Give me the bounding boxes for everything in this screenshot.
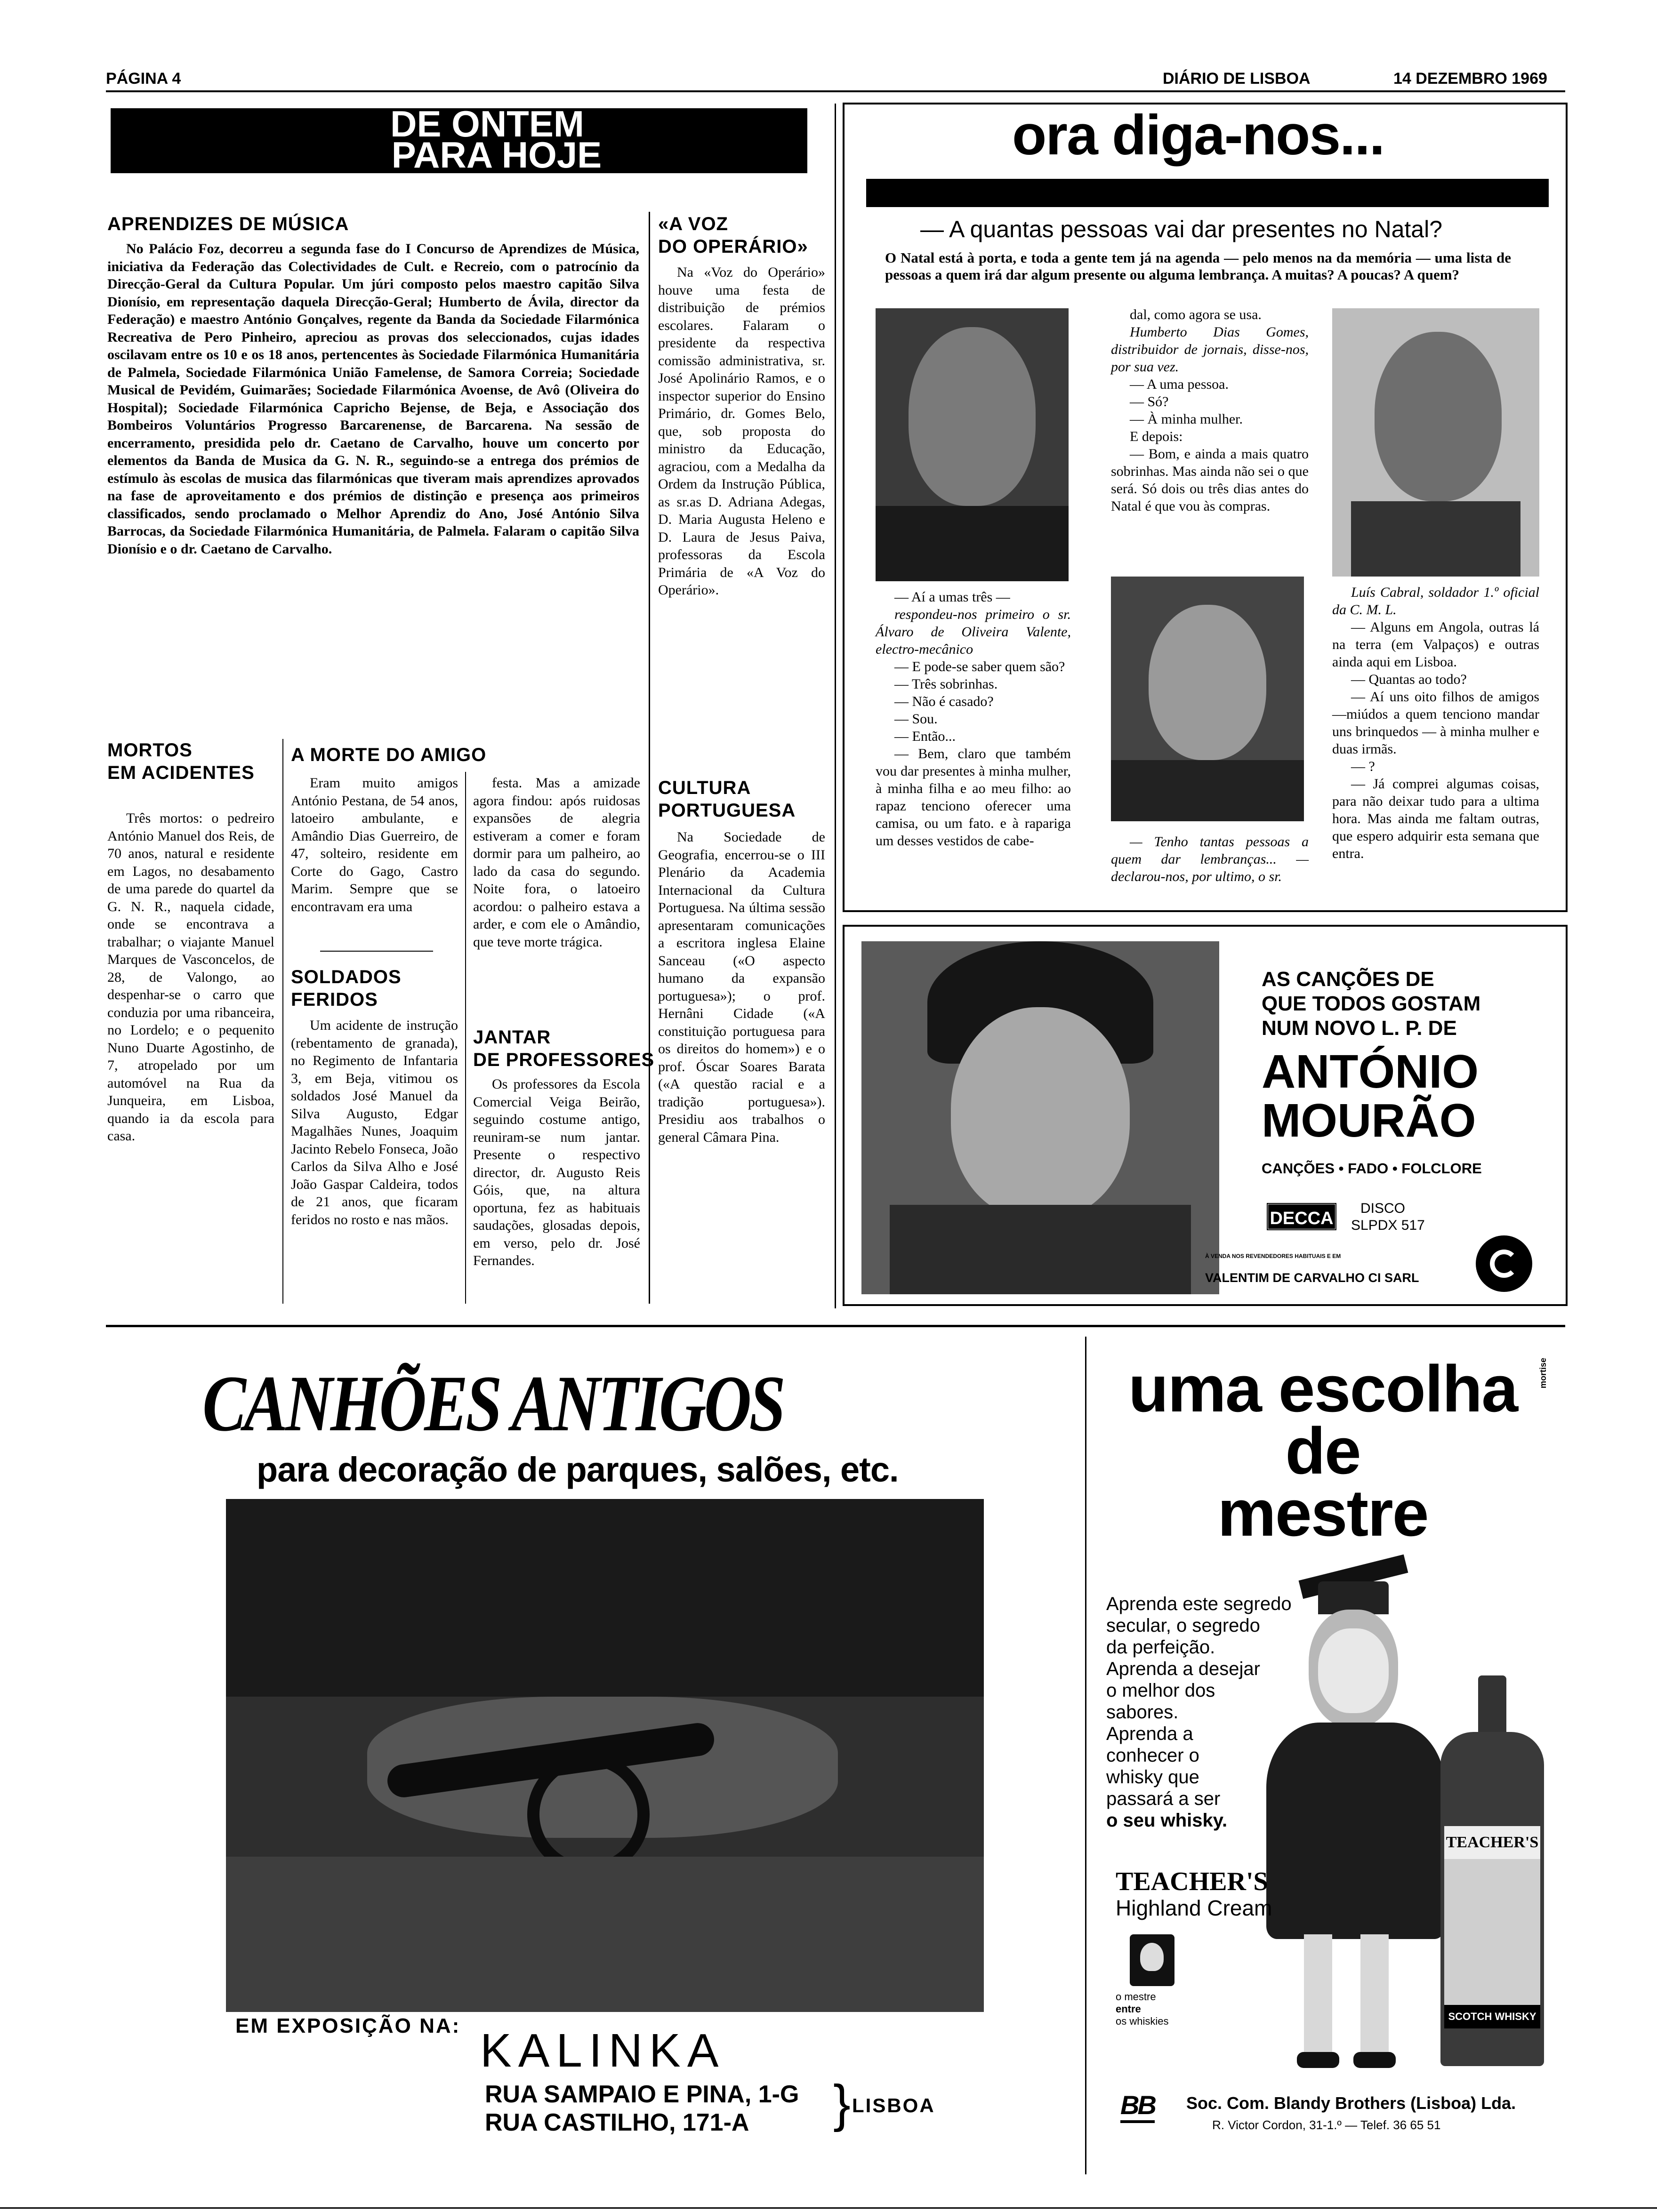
- jantar-title-line1: JANTAR: [473, 1027, 551, 1048]
- photo-alvaro-valente: [876, 308, 1069, 581]
- teachers-seal-icon: [1130, 1934, 1174, 1986]
- ora-c-line: Luís Cabral, soldador 1.º oficial da C. M. L.: [1332, 585, 1539, 617]
- ora-c-line: — Aí uns oito filhos de amigos—miúdos a quem tenciono mandar uns brinquedos — à minha mulher e duas irmãs.: [1332, 689, 1539, 757]
- teachers-seal-text: [1116, 1991, 1168, 2028]
- mourao-name-line: MOURÃO: [1262, 1094, 1476, 1147]
- teachers-copy-line: conhecer o: [1106, 1745, 1199, 1766]
- photo-luis-cabral: [1332, 308, 1539, 577]
- page-number: PÁGINA 4: [106, 70, 181, 88]
- voz-body: Na «Voz do Operário» houve uma festa de distribuição de prémios escolares. Falaram o presidente da respectiva comissão administrativa, sr. José Apolinário Ramos, e o inspector superior do Ensino Primário, dr. Gomes Belo, que, sob proposta do ministro da Educação, agraciou, com a Medalha da Ordem da Instrução Pública, as sr.as D. Adriana Adegas, D. Maria Augusta Heleno e D. Laura de Jesus Paiva, professoras da Escola Primária de «A Voz do Operário».: [658, 264, 825, 598]
- ornament-rule: [320, 951, 433, 952]
- seal-line: o mestre: [1116, 1991, 1156, 2003]
- section-banner: [111, 103, 807, 176]
- mourao-tag-line: QUE TODOS GOSTAM: [1262, 992, 1481, 1015]
- ora-b-line: E depois:: [1130, 429, 1183, 444]
- cultura-title-line1: CULTURA: [658, 777, 751, 798]
- kalinka-city: LISBOA: [852, 2094, 935, 2116]
- ora-a-line: — Então...: [894, 729, 956, 744]
- mourao-name-line: ANTÓNIO: [1262, 1045, 1479, 1098]
- canhoes-title: CANHÕES ANTIGOS: [202, 1359, 784, 1448]
- blandy-company: Soc. Com. Blandy Brothers (Lisboa) Lda.: [1186, 2093, 1516, 2113]
- ora-b-line: Humberto Dias Gomes, distribuidor de jornais, disse-nos, por sua vez.: [1111, 324, 1309, 375]
- voz-title-line1: «A VOZ: [658, 214, 728, 234]
- soldados-title: [291, 966, 402, 1011]
- aprendizes-body: No Palácio Foz, decorreu a segunda fase do I Concurso de Aprendizes de Música, iniciativa da Federação das Colectividades de Cult. e Recreio, com o patrocínio da Direcção-Geral da Cultura Popular. Um júri composto pelos maestro capitão Silva Dionísio, em representação daquela Direcção-Geral; Humberto de Ávila, director da Federação) e maestro António Gonçalves, regente da Banda da Sociedade Filarmónica Recreativa de Pero Pinheiro, apreciou as provas dos seleccionados, cujas idades oscilavam entre os 10 e os 18 anos, pertencentes às Sociedade Filarmónica Humanitária de Palmela, Sociedade Filarmónica União Famelense, de Samora Correia; Sociedade Musical de Pevidém, Guimarães; Sociedade Filarmónica Avoense, de Avô (Oliveira do Hospital); Sociedade Filarmónica Capricho Bejense, de Beja, e Associação dos Bombeiros Voluntários Progresso Barcarenense, de Barcarena. Na sessão de encerramento, presidida pelo dr. Caetano de Carvalho, houve um concerto por elementos da Banda de Musica da G. N. R., seguindo-se a entrega dos prémios de estímulo às escolas de musica das filarmónicas que tiveram mais aprendizes aprovados na fase de aproveitamento e dos prémios de distinção e presença aos primeiros classificados, sendo proclamado o Melhor Aprendiz do Ano, José António Silva Barrocas, da Sociedade Filarmónica Humanitária, de Palmela. Falaram o capitão Silva Dionísio e o dr. Caetano de Carvalho.: [107, 241, 639, 557]
- morte-amigo-title: A MORTE DO AMIGO: [291, 745, 487, 765]
- teachers-copy-line: passará a ser: [1106, 1788, 1221, 1809]
- section-divider: [106, 1325, 1565, 1327]
- mortos-title: [107, 739, 255, 784]
- teachers-copy-line: whisky que: [1106, 1767, 1199, 1787]
- seal-line: os whiskies: [1116, 2015, 1169, 2027]
- mortos-body: Três mortos: o pedreiro António Manuel dos Reis, de 70 anos, natural e residente em Lagos, no desabamento de uma parede do quartel da G. N. R., naquela cidade, onde se encontrava a trabalhar; o viajante Manuel Marques de Vasconcelos, de 28, de Valongo, ao despenhar-se o carro que conduzia por uma ribanceira, no Lordelo; e o pequenito Nuno Duarte Agostinho, de 7, atropelado por um automóvel na Rua da Junqueira, em Lisboa, quando ia da escola para casa.: [107, 810, 274, 1144]
- mortos-title-line2: EM ACIDENTES: [107, 762, 255, 783]
- jantar-body: Os professores da Escola Comercial Veiga Beirão, seguindo costume antigo, reuniram-se num jantar. Presente o respectivo director, dr. Augusto Reis Góis, que, na altura oportuna, fez as habituais saudações, glosadas depois, em verso, pelo dr. José Fernandes.: [473, 1076, 640, 1268]
- mourao-tagline: [1262, 967, 1480, 1041]
- ora-column-c: [1332, 584, 1539, 862]
- ora-c-line: — Alguns em Angola, outras lá na terra (em Valpaços) e outras ainda aqui em Lisboa.: [1332, 619, 1539, 670]
- soldados-title-line1: SOLDADOS: [291, 967, 402, 987]
- ora-c-line: — Quantas ao todo?: [1351, 672, 1467, 687]
- column-rule: [835, 104, 836, 1308]
- teachers-headline: [1116, 1352, 1530, 1550]
- photo-antonio-mourao: [861, 941, 1219, 1294]
- issue-date: 14 DEZEMBRO 1969: [1393, 70, 1547, 88]
- ora-column-a: [876, 588, 1071, 850]
- ora-black-bar: [866, 179, 1549, 207]
- ora-c-line: — ?: [1351, 759, 1375, 774]
- kalinka-bracket: }: [833, 2075, 851, 2132]
- newspaper-name: DIÁRIO DE LISBOA: [1163, 70, 1311, 88]
- ora-a-line: respondeu-nos primeiro o sr. Álvaro de Oliveira Valente, electro-mecânico: [876, 607, 1071, 657]
- ora-b-line: — Só?: [1130, 394, 1169, 409]
- bottle-label-top: TEACHER'S: [1444, 1826, 1540, 1859]
- ora-a-line: — Sou.: [894, 711, 938, 727]
- teachers-vertical-credit: mortise: [1538, 1357, 1548, 1388]
- mourao-tag-line: NUM NOVO L. P. DE: [1262, 1017, 1457, 1040]
- ora-b-line: — Bom, e ainda a mais quatro sobrinhas. Mas ainda não sei o que será. Só dois ou três dias antes do Natal é que vou às compras.: [1111, 446, 1309, 514]
- morte-amigo-col1: Eram muito amigos António Pestana, de 54 anos, latoeiro ambulante, e Amândio Dias Guerreiro, de 47, solteiro, residente em Corte do Gago, Castro Marim. Sempre que se encontravam era uma: [291, 775, 458, 914]
- ora-b-line: — Tenho tantas pessoas a quem dar lembranças... — declarou-nos, por ultimo, o sr.: [1111, 834, 1309, 884]
- teachers-copy-line: Aprenda este segredo: [1106, 1594, 1292, 1614]
- teachers-head-line: uma escolha: [1128, 1352, 1518, 1426]
- teachers-brand-name: TEACHER'S: [1116, 1867, 1268, 1896]
- cultura-body: Na Sociedade de Geografia, encerrou-se o III Plenário da Academia Internacional da Cultura Portuguesa. Na última sessão apresentaram comunicações a escritora inglesa Elaine Sanceau («O aspecto humano da expansão portuguesa»); o prof. Hernâni Cidade («A constituição portuguesa para os direitos do homem») e o prof. Óscar Soares Barata («A questão racial e a tradição portuguesa»). Presidiu aos trabalhos o general Câmara Pina.: [658, 829, 825, 1145]
- column-rule: [282, 739, 283, 1304]
- bottle-label-bottom: SCOTCH WHISKY: [1444, 2005, 1540, 2028]
- column-rule: [649, 212, 650, 1304]
- ora-intro: O Natal está à porta, e toda a gente tem já na agenda — pelo menos na da memória — uma lista de pessoas a quem irá dar algum presente ou alguma lembrança. A muitas? A poucas? A quem?: [885, 249, 1511, 283]
- teachers-copy-line: secular, o segredo: [1106, 1615, 1260, 1636]
- kalinka-address: [485, 2080, 799, 2137]
- disco-word: DISCO: [1360, 1201, 1406, 1216]
- ora-b-line: — A uma pessoa.: [1130, 377, 1229, 392]
- ad-divider: [1085, 1337, 1086, 2174]
- kalinka-address-line: RUA SAMPAIO E PINA, 1-G: [485, 2081, 799, 2108]
- kalinka-address-line: RUA CASTILHO, 171-A: [485, 2109, 749, 2136]
- teachers-copy-line: da perfeição.: [1106, 1637, 1215, 1658]
- banner-line-2: PARA HOJE: [391, 134, 602, 176]
- voz-title: [658, 213, 808, 258]
- cultura-title-line2: PORTUGUESA: [658, 800, 796, 821]
- kalinka-name: KALINKA: [480, 2024, 725, 2077]
- teachers-copy-line: o melhor dos: [1106, 1680, 1215, 1701]
- photo-humberto-gomes: [1111, 577, 1304, 821]
- ora-a-line: — Bem, claro que também vou dar presentes à minha mulher, à minha filha e ao meu filho: ao rapaz tenciono oferecer uma camisa, ou um fato. e à rapariga um desses vestidos de cabe-: [876, 746, 1071, 849]
- mourao-genres: CANÇÕES • FADO • FOLCLORE: [1262, 1160, 1482, 1177]
- masthead-rule: [106, 90, 1565, 92]
- ora-a-line: — E pode-se saber quem são?: [894, 659, 1065, 674]
- ora-a-line: — Três sobrinhas.: [894, 676, 998, 692]
- teachers-brand-sub: Highland Cream: [1116, 1896, 1272, 1920]
- cultura-title: [658, 777, 796, 822]
- canhoes-exposicao: EM EXPOSIÇÃO NA:: [235, 2014, 461, 2037]
- ora-question: — A quantas pessoas vai dar presentes no Natal?: [920, 216, 1443, 242]
- jantar-title: [473, 1026, 654, 1071]
- teachers-copy-line: Aprenda a: [1106, 1723, 1193, 1744]
- ora-a-line: — Não é casado?: [894, 694, 994, 709]
- mourao-tag-line: AS CANÇÕES DE: [1262, 968, 1434, 991]
- disco-label: [1351, 1200, 1425, 1234]
- ora-b-line: — À minha mulher.: [1130, 411, 1243, 427]
- teachers-copy-line: sabores.: [1106, 1702, 1179, 1723]
- teachers-head-line: mestre: [1217, 1476, 1428, 1550]
- seal-line: entre: [1116, 2003, 1141, 2015]
- valentim-logo-icon: [1476, 1235, 1532, 1292]
- banner-line-1: DE ONTEM: [390, 103, 584, 144]
- ora-a-line: — Aí a umas três —: [894, 589, 1010, 605]
- page-bottom-rule: [0, 2207, 1657, 2209]
- ora-c-line: — Já comprei algumas coisas, para não deixar tudo para a ultima hora. Mas ainda me faltam outras, que espero adquirir esta semana que entra.: [1332, 776, 1539, 861]
- blandy-logo: BB: [1120, 2090, 1155, 2123]
- photo-antique-cannon: [226, 1499, 984, 2012]
- teachers-brand: [1116, 1868, 1272, 1921]
- voz-title-line2: DO OPERÁRIO»: [658, 236, 808, 257]
- ora-b-line: dal, como agora se usa.: [1130, 307, 1262, 322]
- soldados-body: Um acidente de instrução (rebentamento de granada), no Regimento de Infantaria 3, em Beja, vitimou os soldados José Manuel da Silva Augusto, Edgar Magalhães Nunes, Joaquim Jacinto Rebelo Fonseca, João Carlos da Silva Alho e José João Gaspar Caldeira, todos de 21 anos, que ficaram feridos no rosto e nas mãos.: [291, 1018, 458, 1227]
- aprendizes-title: APRENDIZES DE MÚSICA: [107, 214, 349, 234]
- soldados-title-line2: FERIDOS: [291, 989, 378, 1010]
- teachers-copy-bold: o seu whisky.: [1106, 1810, 1228, 1831]
- decca-logo: DECCA: [1266, 1202, 1337, 1231]
- disco-catalog: SLPDX 517: [1351, 1218, 1425, 1233]
- teachers-head-line: de: [1285, 1414, 1360, 1488]
- ora-column-b-end: [1111, 833, 1309, 885]
- column-rule: [465, 772, 466, 1304]
- blandy-address: R. Victor Cordon, 31-1.º — Telef. 36 65 51: [1212, 2118, 1441, 2132]
- jantar-title-line2: DE PROFESSORES: [473, 1050, 655, 1070]
- mourao-sale: À VENDA NOS REVENDEDORES HABITUAIS E EM: [1205, 1253, 1341, 1259]
- teachers-bottle: [1436, 1675, 1549, 2066]
- ora-column-b: [1111, 306, 1309, 515]
- mourao-distributor: VALENTIM DE CARVALHO CI SARL: [1205, 1271, 1419, 1285]
- morte-amigo-col2: festa. Mas a amizade agora findou: após ruidosas expansões de alegria estiveram a comer e foram dormir para um palheiro, ao lado da casa do segundo. Noite fora, o latoeiro acordou: o palheiro estava a arder, e com ele o Amândio, que teve morte trágica.: [473, 775, 640, 950]
- canhoes-subtitle: para decoração de parques, salões, etc.: [257, 1450, 899, 1489]
- teachers-copy-line: Aprenda a desejar: [1106, 1659, 1260, 1679]
- mourao-name: [1262, 1047, 1479, 1145]
- mortos-title-line1: MORTOS: [107, 740, 193, 761]
- ora-logo: ora diga-nos...: [1012, 104, 1384, 167]
